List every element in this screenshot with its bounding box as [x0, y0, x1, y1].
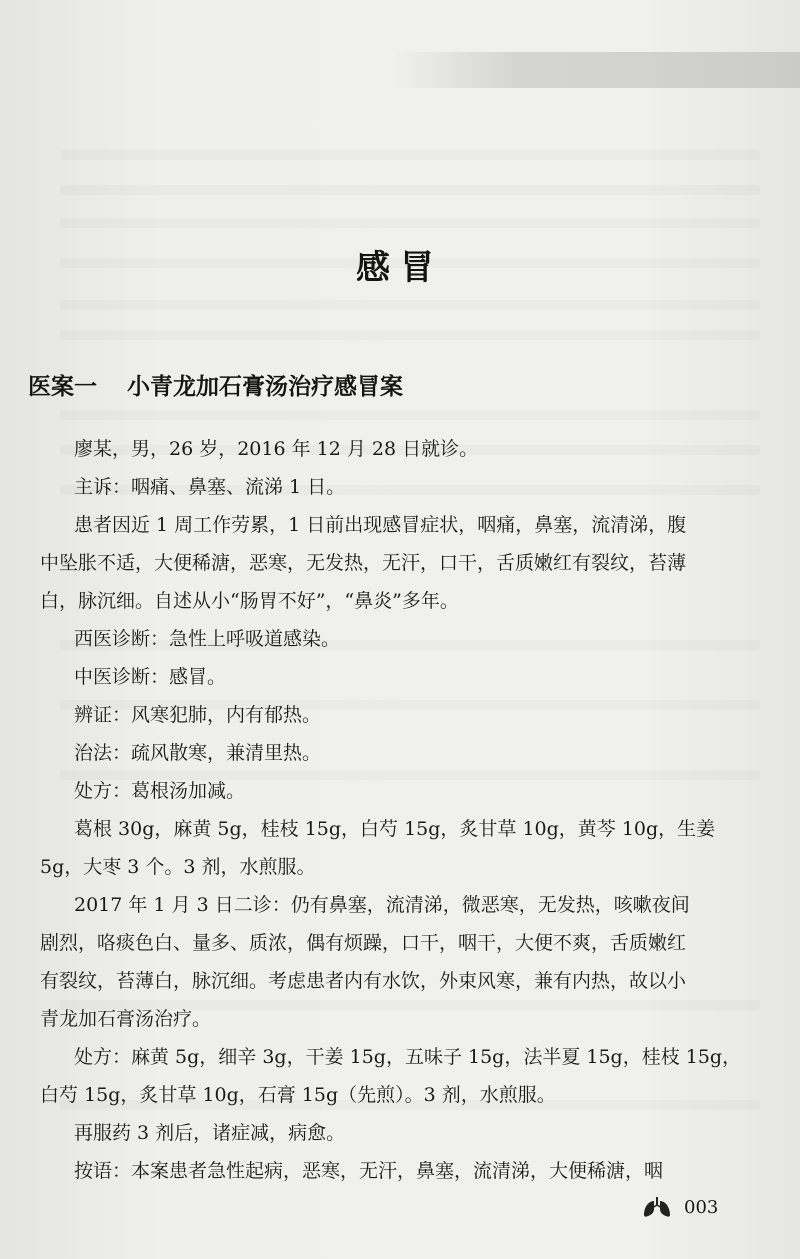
case-heading — [28, 368, 403, 401]
text-line: 辨证：风寒犯肺，内有郁热。 — [74, 704, 322, 726]
paragraph — [74, 1114, 724, 1152]
paragraph — [40, 1038, 742, 1114]
text-line: 葛根 30g，麻黄 5g，桂枝 15g，白芍 15g，炙甘草 10g，黄芩 10g，生姜 — [74, 818, 716, 840]
text-line: 中医诊断：感冒。 — [74, 666, 227, 688]
text-line: 按语：本案患者急性起病，恶寒，无汗，鼻塞，流清涕，大便稀溏，咽 — [74, 1160, 664, 1182]
paragraph — [74, 430, 724, 468]
text-line: 处方：麻黄 5g，细辛 3g，干姜 15g，五味子 15g，法半夏 15g，桂枝 15g， — [74, 1046, 742, 1068]
page-footer — [642, 1196, 718, 1218]
lungs-icon — [642, 1196, 672, 1218]
paragraph — [74, 468, 724, 506]
paragraph — [40, 810, 724, 886]
case-title-text: 小青龙加石膏汤治疗感冒案 — [127, 374, 403, 400]
paragraph — [40, 506, 724, 620]
running-header-band — [395, 52, 800, 88]
paragraph — [74, 734, 724, 772]
case-body — [40, 430, 742, 1190]
text-line: 再服药 3 剂后，诸症减，病愈。 — [74, 1122, 346, 1144]
page-number: 003 — [684, 1196, 719, 1218]
case-number: 医案一 — [28, 374, 97, 400]
text-line: 白，脉沉细。自述从小“肠胃不好”，“鼻炎”多年。 — [40, 590, 459, 612]
paragraph — [74, 772, 724, 810]
paragraph — [74, 696, 724, 734]
text-line: 白芍 15g，炙甘草 10g，石膏 15g（先煎）。3 剂，水煎服。 — [40, 1084, 556, 1106]
chapter-title: 感冒 — [356, 248, 444, 288]
paragraph — [74, 658, 724, 696]
text-line: 2017 年 1 月 3 日二诊：仍有鼻塞，流清涕，微恶寒，无发热，咳嗽夜间 — [74, 894, 690, 916]
paragraph — [74, 1152, 724, 1190]
text-line: 剧烈，咯痰色白、量多、质浓，偶有烦躁，口干，咽干，大便不爽，舌质嫩红 — [40, 932, 687, 954]
text-line: 廖某，男，26 岁，2016 年 12 月 28 日就诊。 — [74, 438, 479, 460]
text-line: 西医诊断：急性上呼吸道感染。 — [74, 628, 341, 650]
text-line: 患者因近 1 周工作劳累，1 日前出现感冒症状，咽痛，鼻塞，流清涕，腹 — [74, 514, 687, 536]
text-line: 治法：疏风散寒，兼清里热。 — [74, 742, 322, 764]
text-line: 处方：葛根汤加减。 — [74, 780, 246, 802]
text-line: 有裂纹，苔薄白，脉沉细。考虑患者内有水饮，外束风寒，兼有内热，故以小 — [40, 970, 687, 992]
text-line: 中坠胀不适，大便稀溏，恶寒，无发热，无汗，口干，舌质嫩红有裂纹，苔薄 — [40, 552, 687, 574]
paragraph — [74, 620, 724, 658]
text-line: 5g，大枣 3 个。3 剂，水煎服。 — [40, 856, 316, 878]
text-line: 青龙加石膏汤治疗。 — [40, 1008, 212, 1030]
paragraph — [40, 886, 724, 1038]
text-line: 主诉：咽痛、鼻塞、流涕 1 日。 — [74, 476, 346, 498]
